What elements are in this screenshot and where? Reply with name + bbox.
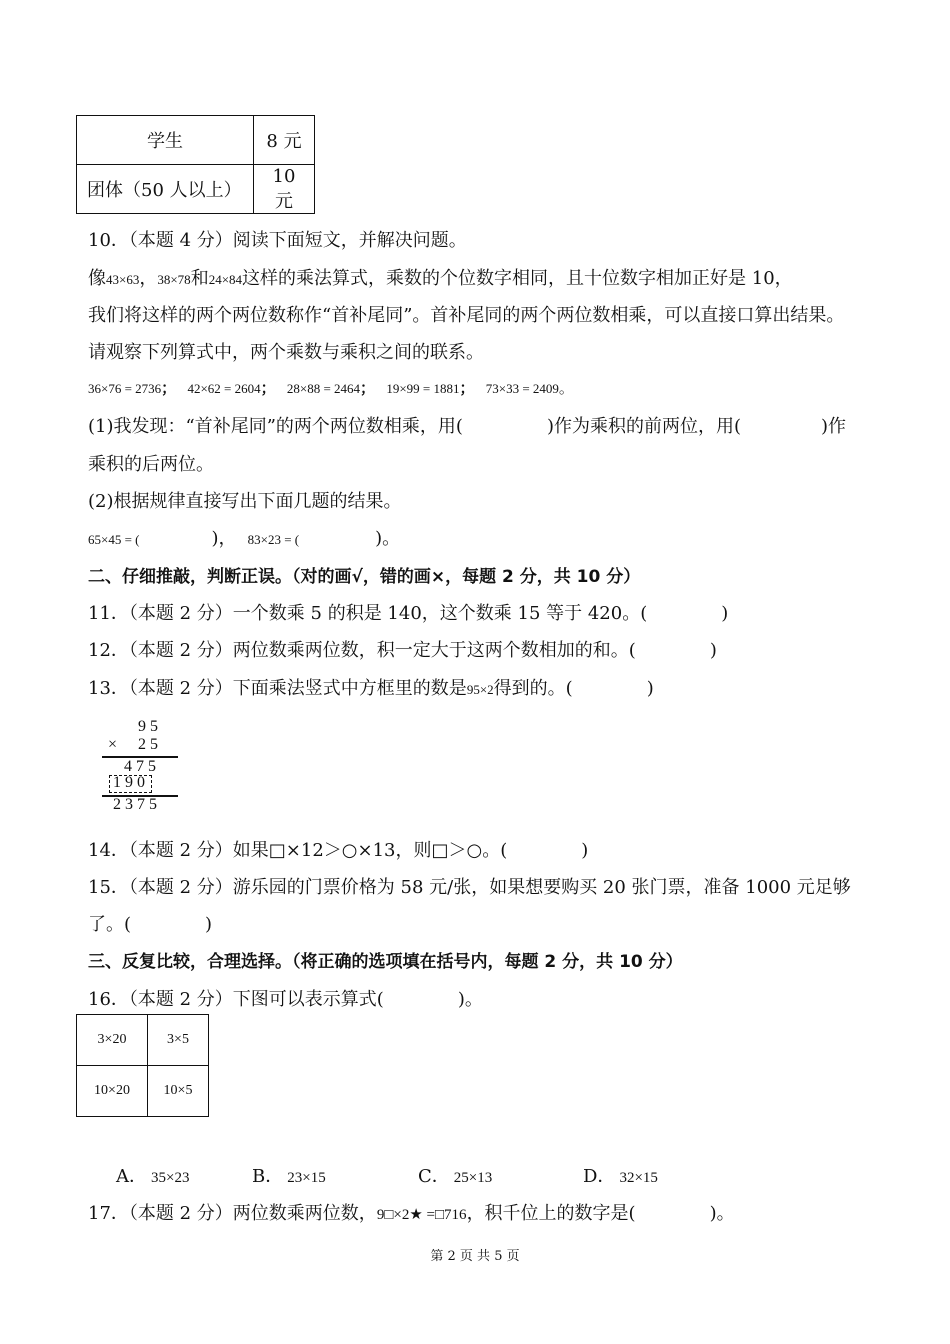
close-paren: ) xyxy=(646,678,654,699)
calc-expr: 65×45 = ( xyxy=(88,532,140,547)
q11-text: 11．（本题 2 分）一个数乘 5 的积是 140，这个数乘 15 等于 420。( xyxy=(88,603,648,624)
table-row xyxy=(77,165,315,214)
q17 xyxy=(88,1199,735,1225)
q13-text: 13．（本题 2 分）下面乘法竖式中方框里的数是 xyxy=(88,678,467,699)
q14 xyxy=(88,836,588,862)
price-table xyxy=(76,115,315,214)
close-paren: ) xyxy=(709,640,717,661)
section2-heading: 二、仔细推敲，判断正误。（对的画√，错的画×，每题 2 分，共 10 分） xyxy=(88,567,641,587)
q15-line2 xyxy=(88,910,212,936)
option-expr: 23×15 xyxy=(287,1170,326,1186)
q17-end: )。 xyxy=(709,1203,735,1224)
q10-text: ， xyxy=(139,268,158,289)
q15-line1: 15．（本题 2 分）游乐园的门票价格为 58 元/张，如果想要购买 20 张门票，准备 1000 元足够 xyxy=(88,877,851,898)
section3-heading: 三、反复比较，合理选择。（将正确的选项填在括号内，每题 2 分，共 10 分） xyxy=(88,952,683,972)
vm-partial2: 190 xyxy=(113,774,149,791)
option-letter: C． xyxy=(418,1166,450,1187)
q10-expr: 43×63 xyxy=(106,272,140,287)
q12 xyxy=(88,636,717,662)
q16-text: 16．（本题 2 分）下图可以表示算式( xyxy=(88,989,384,1010)
q13-expr: 95×2 xyxy=(466,682,494,697)
q17-text: ，积千位上的数字是( xyxy=(466,1203,636,1224)
vm-top: 95 xyxy=(138,718,162,735)
option-c[interactable] xyxy=(418,1162,492,1188)
example-expr: 42×62 = 2604 xyxy=(187,381,261,396)
times-sign: × xyxy=(108,736,118,753)
q10-sub2: (2)根据规律直接写出下面几题的结果。 xyxy=(88,491,402,512)
table-row xyxy=(77,116,315,165)
area-grid xyxy=(76,1014,209,1117)
q10-calcs xyxy=(88,524,400,550)
q10-sub1-text: )作 xyxy=(820,416,847,437)
grid-cell: 3×5 xyxy=(148,1015,209,1066)
q10-line3: 请观察下列算式中，两个乘数与乘积之间的联系。 xyxy=(88,342,484,363)
price-value-cell: 10 元 xyxy=(254,165,315,214)
option-b[interactable] xyxy=(252,1162,326,1188)
calc-end: )， xyxy=(211,528,237,549)
price-label-cell: 学生 xyxy=(77,116,254,165)
q10-examples: 36×76 = 2736； 42×62 = 2604； 28×88 = 2464； 19×99 = 1881； 73×33 = 2409。 xyxy=(88,381,574,397)
grid-cell: 10×20 xyxy=(77,1066,148,1117)
q10-sub1-text: )作为乘积的前两位，用( xyxy=(546,416,741,437)
price-label-cell: 团体（50 人以上） xyxy=(77,165,254,214)
calc-end: )。 xyxy=(375,528,401,549)
q10-line2: 我们将这样的两个两位数称作“首补尾同”。首补尾同的两个两位数相乘，可以直接口算出结果。 xyxy=(88,305,845,326)
option-d[interactable] xyxy=(583,1162,658,1188)
close-paren: ) xyxy=(721,603,729,624)
vm-mult: 25 xyxy=(138,736,162,753)
example-expr: 28×88 = 2464 xyxy=(286,381,361,396)
q16 xyxy=(88,985,483,1011)
q16-end: )。 xyxy=(457,989,483,1010)
example-expr: 36×76 = 2736 xyxy=(88,381,162,396)
q17-text: 17．（本题 2 分）两位数乘两位数， xyxy=(88,1203,377,1224)
q12-text: 12．（本题 2 分）两位数乘两位数，积一定大于这两个数相加的和。( xyxy=(88,640,636,661)
example-expr: 73×33 = 2409 xyxy=(485,381,559,396)
q13-text: 得到的。( xyxy=(493,678,573,699)
grid-cell: 3×20 xyxy=(77,1015,148,1066)
calc-expr: 83×23 = ( xyxy=(247,532,300,547)
q10-line1 xyxy=(88,264,793,290)
q10-text: 这样的乘法算式，乘数的个位数字相同，且十位数字相加正好是 10， xyxy=(242,268,793,289)
price-value-cell: 8 元 xyxy=(254,116,315,165)
q10-sub1-text: (1)我发现：“首补尾同”的两个两位数相乘，用( xyxy=(88,416,463,437)
page-number: 第 2 页 共 5 页 xyxy=(430,1249,520,1264)
close-paren: ) xyxy=(205,914,213,935)
option-expr: 35×23 xyxy=(151,1170,190,1186)
example-expr: 19×99 = 1881 xyxy=(386,381,460,396)
close-paren: ) xyxy=(581,840,589,861)
grid-cell: 10×5 xyxy=(148,1066,209,1117)
option-a[interactable] xyxy=(116,1162,189,1188)
q11 xyxy=(88,599,728,625)
q10-expr: 24×84 xyxy=(208,272,243,287)
q10-text: 和 xyxy=(190,268,209,289)
q17-expr: 9□×2★ =□716 xyxy=(376,1207,467,1223)
q10-expr: 38×78 xyxy=(157,272,191,287)
q10-sub1 xyxy=(88,412,846,438)
q14-text: 14．（本题 2 分）如果□×12＞○×13，则□＞○。( xyxy=(88,840,508,861)
q15-text: 了。( xyxy=(88,914,132,935)
option-expr: 25×13 xyxy=(453,1170,493,1186)
table-row xyxy=(77,1015,209,1066)
vm-partial1: 475 xyxy=(124,758,160,775)
table-row xyxy=(77,1066,209,1117)
q13 xyxy=(88,674,654,700)
option-letter: B． xyxy=(252,1166,284,1187)
q10-sub1-cont: 乘积的后两位。 xyxy=(88,454,214,475)
option-letter: D． xyxy=(583,1166,616,1187)
option-letter: A． xyxy=(116,1166,147,1187)
q10-text: 像 xyxy=(88,268,106,289)
vm-result: 2375 xyxy=(113,796,161,813)
q10-title: 10．（本题 4 分）阅读下面短文，并解决问题。 xyxy=(88,230,467,251)
option-expr: 32×15 xyxy=(619,1170,658,1186)
